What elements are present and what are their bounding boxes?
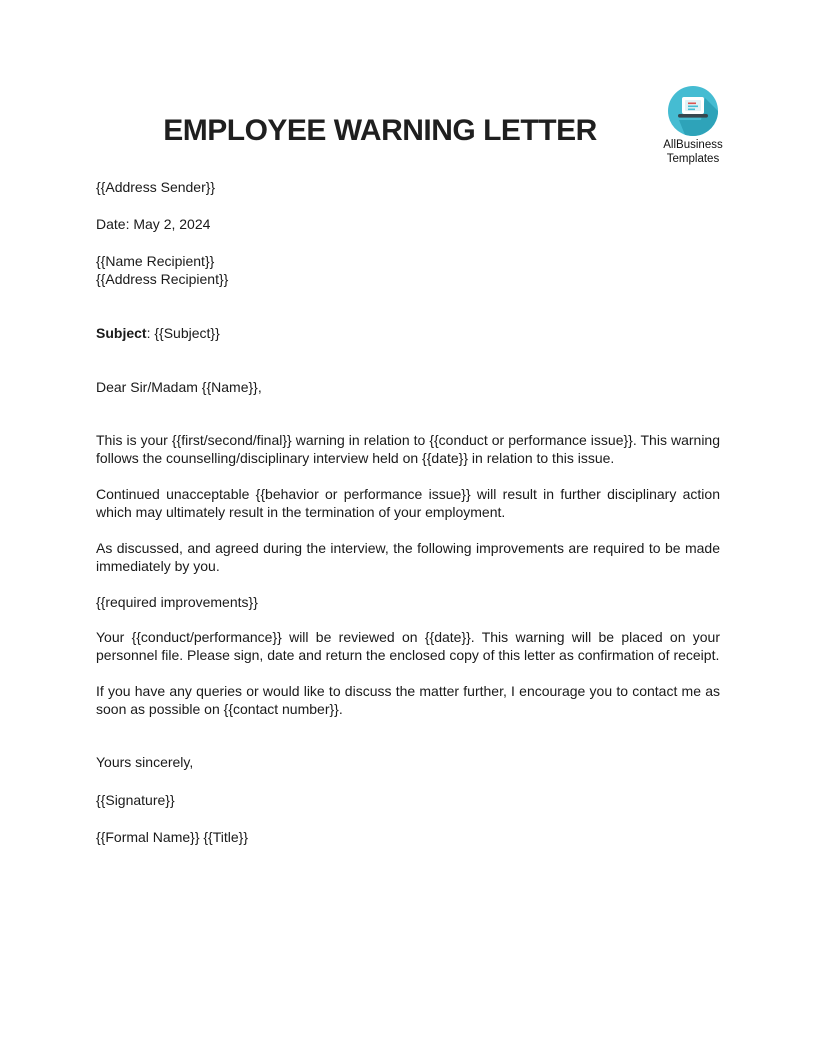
subject-line xyxy=(96,324,720,342)
sender-address: {{Address Sender}} xyxy=(96,179,216,195)
subject-label: Subject xyxy=(96,325,147,341)
laptop-logo-icon xyxy=(641,84,745,138)
paragraph-review: Your {{conduct/performance}} will be reviewed on {{date}}. This warning will be placed on your personnel file. Please sign, date and return the enclosed copy of this letter as confirmation of receipt. xyxy=(96,629,720,663)
paragraph-queries: If you have any queries or would like to discuss the matter further, I encourage you to contact me as soon as possible on {{contact number}}. xyxy=(96,683,720,717)
signature: {{Signature}} xyxy=(96,792,175,808)
subject-value: : {{Subject}} xyxy=(146,325,220,341)
letter-body xyxy=(96,178,720,846)
paragraph-improvements: As discussed, and agreed during the interview, the following improvements are required to be made immediately by you. xyxy=(96,540,720,574)
recipient-address: {{Address Recipient}} xyxy=(96,271,229,287)
brand-name-line2: Templates xyxy=(666,153,720,165)
closing: Yours sincerely, xyxy=(96,754,194,770)
paragraph-consequences: Continued unacceptable {{behavior or performance issue}} will result in further disciplinary action which may ultimately result in the termination of your employment. xyxy=(96,486,720,520)
salutation: Dear Sir/Madam {{Name}}, xyxy=(96,379,262,395)
brand-logo xyxy=(641,84,745,166)
page-title: EMPLOYEE WARNING LETTER xyxy=(163,114,597,147)
required-improvements-placeholder: {{required improvements}} xyxy=(96,594,258,610)
paragraph-warning: This is your {{first/second/final}} warning in relation to {{conduct or performance issue}}. This warning follows the counselling/disciplinary interview held on {{date}} in relation to this issue. xyxy=(96,432,720,466)
recipient-name: {{Name Recipient}} xyxy=(96,253,215,269)
brand-name-line1: AllBusiness xyxy=(663,139,723,151)
signoff: {{Formal Name}} {{Title}} xyxy=(96,829,249,845)
date-line: Date: May 2, 2024 xyxy=(96,216,211,232)
